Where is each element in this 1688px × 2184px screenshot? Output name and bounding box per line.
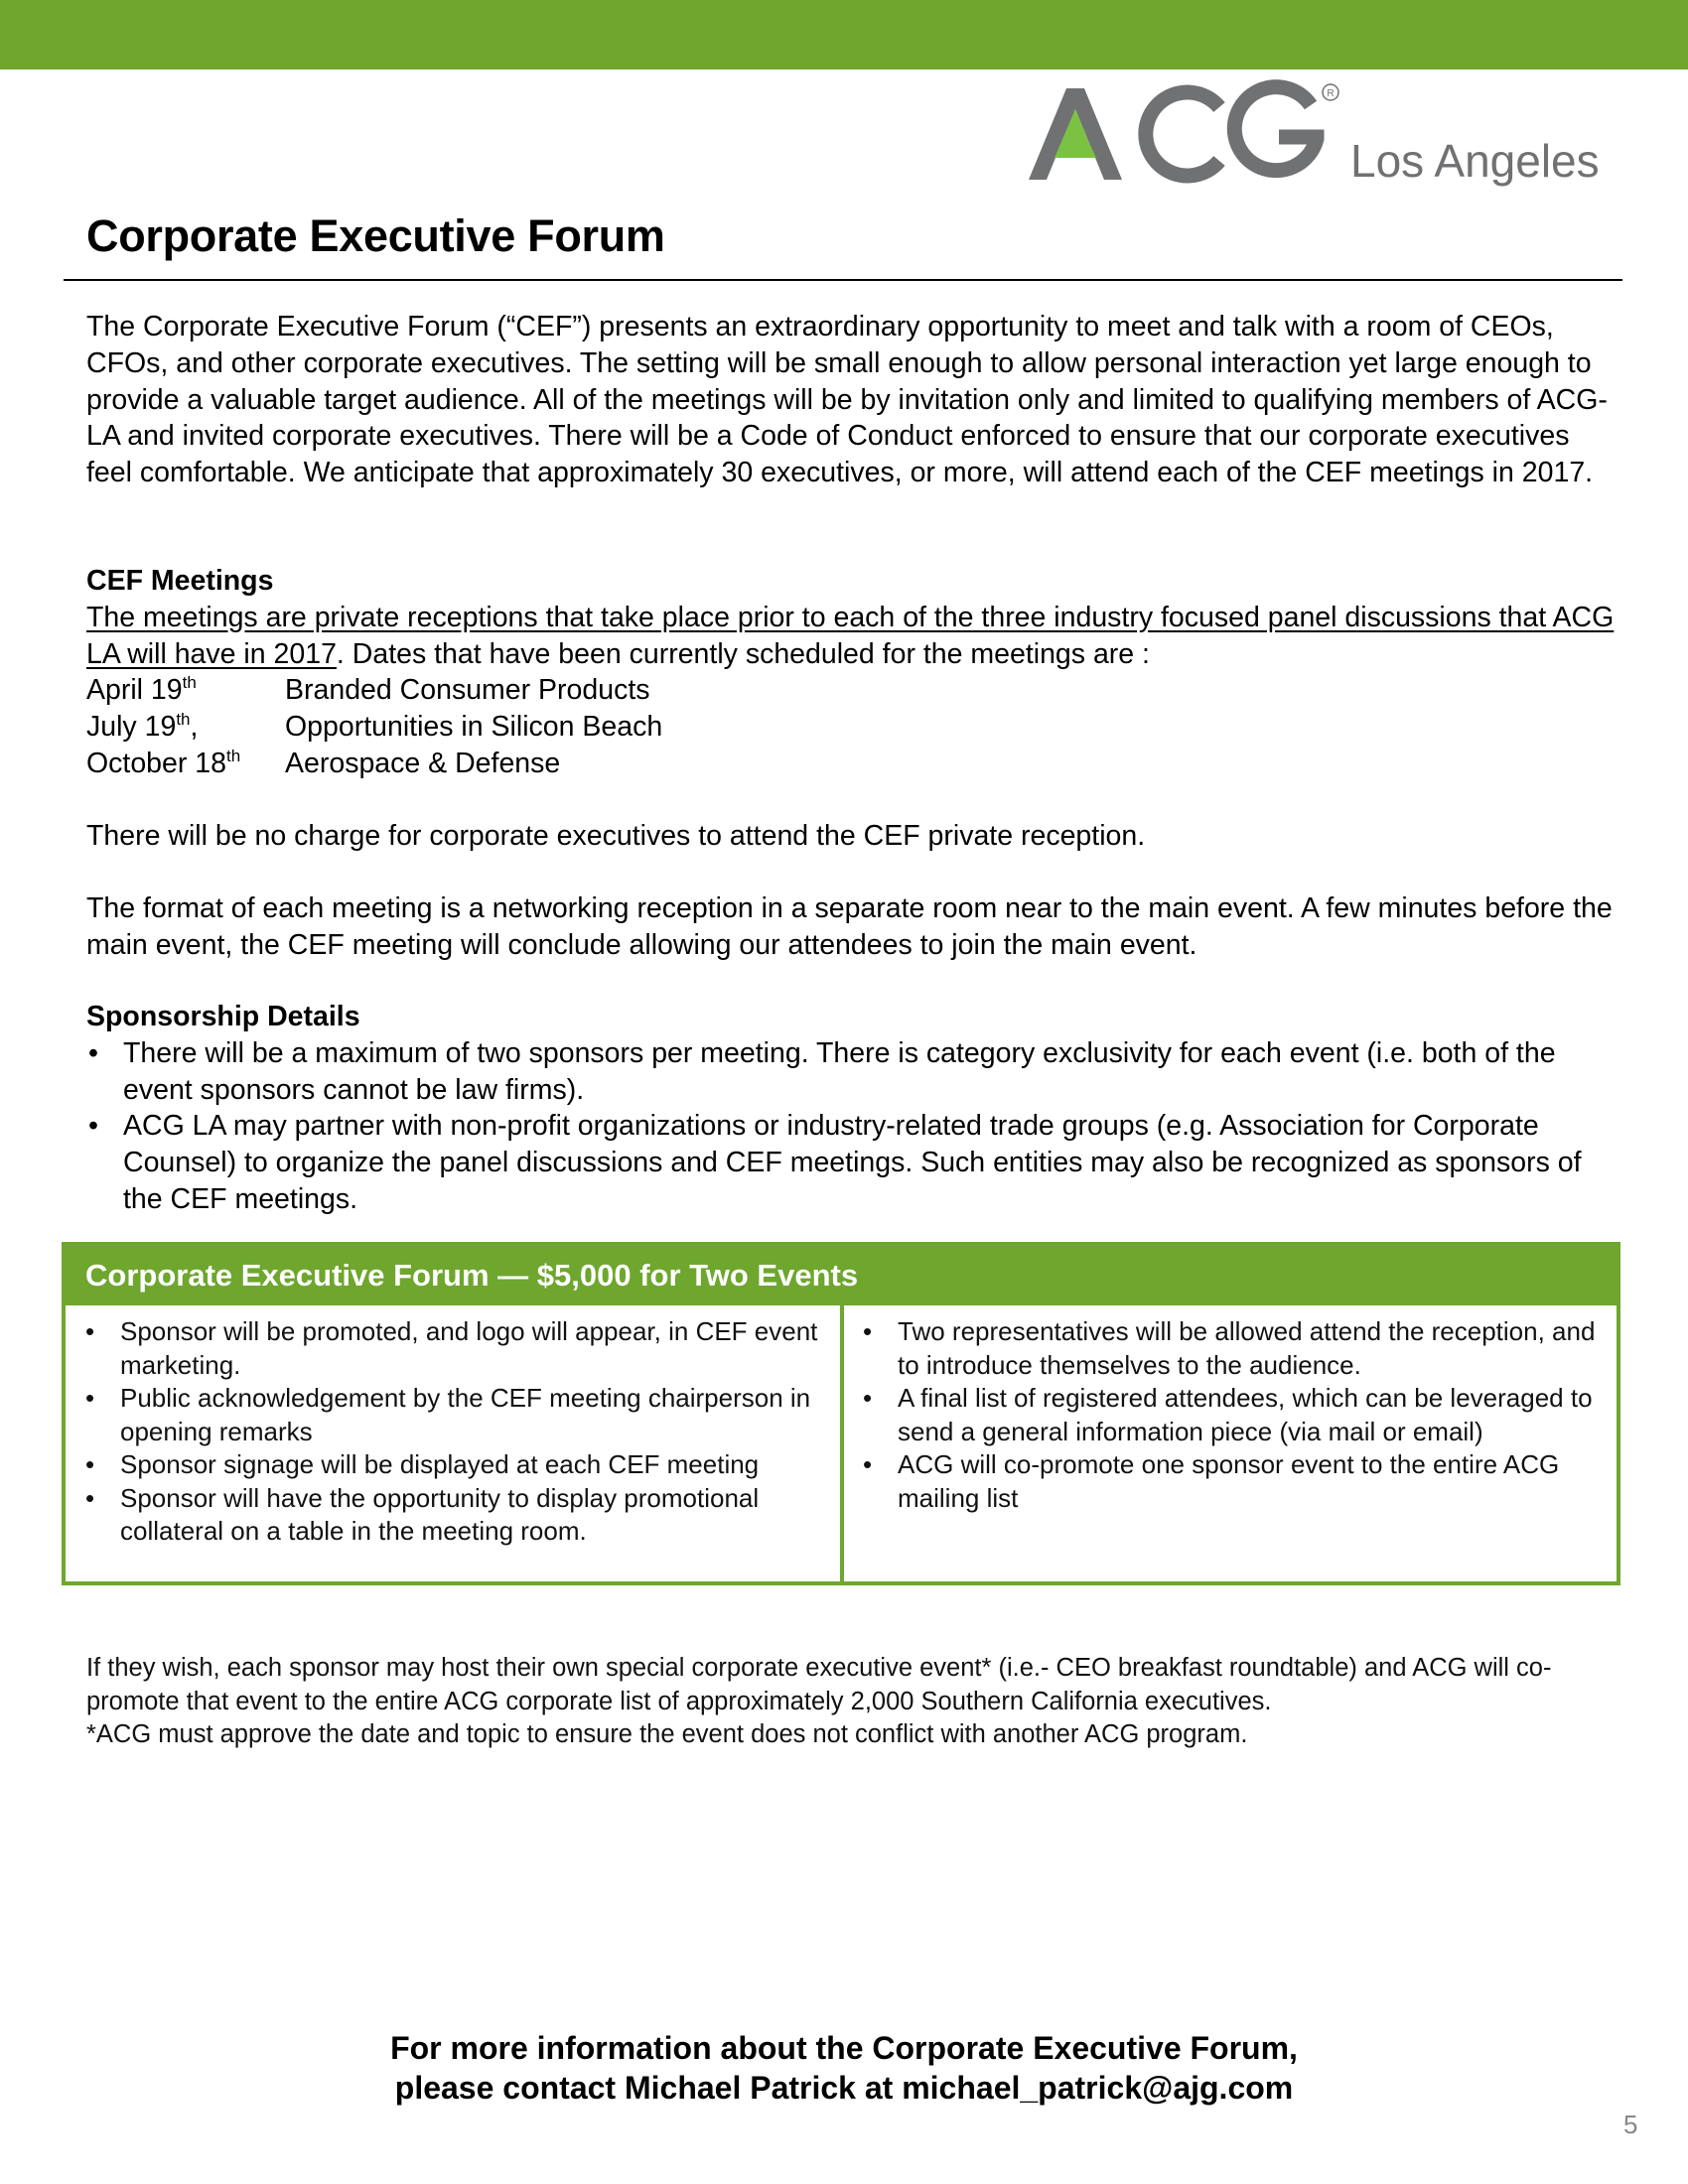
cef-meetings-section <box>86 563 1616 782</box>
schedule-topic: Branded Consumer Products <box>285 674 650 707</box>
package-benefits-right <box>844 1305 1617 1581</box>
cef-meetings-description <box>86 600 1616 673</box>
schedule-row <box>86 746 1616 782</box>
package-benefits-left <box>66 1305 844 1581</box>
contact-info <box>0 2028 1688 2108</box>
sponsorship-bullets <box>86 1035 1616 1218</box>
no-charge-paragraph: There will be no charge for corporate executives to attend the CEF private reception. <box>86 820 1146 852</box>
benefit-item: • Sponsor signage will be displayed at each CEF meeting <box>83 1448 826 1482</box>
sponsorship-section <box>86 999 1616 1218</box>
meetings-trailing-text: . Dates that have been currently scheduled for the meetings are : <box>336 637 1150 670</box>
format-paragraph: The format of each meeting is a networking reception in a separate room near to the main event. A few minutes before the main event, the CEF meeting will conclude allowing our attendees to join the main event. <box>86 892 1613 961</box>
intro-paragraph: The Corporate Executive Forum (“CEF”) presents an extraordinary opportunity to meet and talk with a room of CEOs, CFOs, and other corporate executives. The setting will be small enough to allow personal interaction yet large enough to provide a valuable target audience. All of the meetings will be by invitation only and limited to qualifying members of ACG-LA and invited corporate executives. There will be a Code of Conduct enforced to ensure that our corporate executives feel comfortable. We anticipate that approximately 30 executives, or more, will attend each of the CEF meetings in 2017. <box>86 311 1608 489</box>
sponsorship-heading: Sponsorship Details <box>86 1001 360 1032</box>
schedule-row <box>86 672 1616 709</box>
benefit-item: • A final list of registered attendees, which can be leveraged to send a general information piece (via mail or email) <box>861 1382 1603 1448</box>
schedule-date: October 18th <box>86 746 241 779</box>
schedule-topic: Aerospace & Defense <box>285 747 561 779</box>
top-accent-bar <box>0 0 1688 69</box>
acg-los-angeles-logo <box>1023 79 1618 189</box>
svg-text:R: R <box>1327 88 1335 99</box>
optional-event-footnote: *ACG must approve the date and topic to ensure the event does not conflict with another ACG program. <box>86 1720 1248 1748</box>
optional-event-text: If they wish, each sponsor may host their own special corporate executive event* (i.e.- CEO breakfast roundtable) and ACG will co-promote that event to the entire ACG corporate list of approximately 2,000 Southern California executives. <box>86 1654 1552 1715</box>
schedule-date: April 19th <box>86 673 197 707</box>
schedule-date: July 19th, <box>86 710 199 744</box>
cef-meetings-heading: CEF Meetings <box>86 565 274 597</box>
benefit-item: • Public acknowledgement by the CEF meeting chairperson in opening remarks <box>83 1382 826 1448</box>
sponsorship-bullet: • There will be a maximum of two sponsors per meeting. There is category exclusivity for each event (i.e. both of the event sponsors cannot be law firms). <box>86 1035 1616 1109</box>
benefit-item: • ACG will co-promote one sponsor event to the entire ACG mailing list <box>861 1448 1603 1515</box>
title-divider <box>64 279 1622 281</box>
optional-event-note <box>86 1652 1616 1752</box>
benefit-item: • Two representatives will be allowed attend the reception, and to introduce themselves to the audience. <box>861 1315 1603 1382</box>
sponsorship-package-table <box>62 1242 1620 1585</box>
sponsorship-bullet: • ACG LA may partner with non-profit organizations or industry-related trade groups (e.g. Association for Corporate Counsel) to organize the panel discussions and CEF meetings. Such entities may also be recognized as sponsors of the CEF meetings. <box>86 1108 1616 1217</box>
benefit-item: • Sponsor will be promoted, and logo will appear, in CEF event marketing. <box>83 1315 826 1382</box>
logo-location-text: Los Angeles <box>1350 135 1600 187</box>
schedule-topic: Opportunities in Silicon Beach <box>285 711 663 744</box>
page-number: 5 <box>1623 2110 1638 2139</box>
contact-line-2: please contact Michael Patrick at michael_patrick@ajg.com <box>394 2070 1294 2106</box>
meetings-underlined-text: The meetings are private receptions that take place prior to each of the three industry focused panel discussions that ACG LA will have in 2017 <box>86 601 1615 670</box>
benefit-item: • Sponsor will have the opportunity to display promotional collateral on a table in the meeting room. <box>83 1482 826 1549</box>
contact-line-1: For more information about the Corporate Executive Forum, <box>390 2030 1298 2066</box>
page-title: Corporate Executive Forum <box>86 210 665 261</box>
package-header: Corporate Executive Forum — $5,000 for Two Events <box>66 1246 1617 1305</box>
schedule-row <box>86 709 1616 746</box>
